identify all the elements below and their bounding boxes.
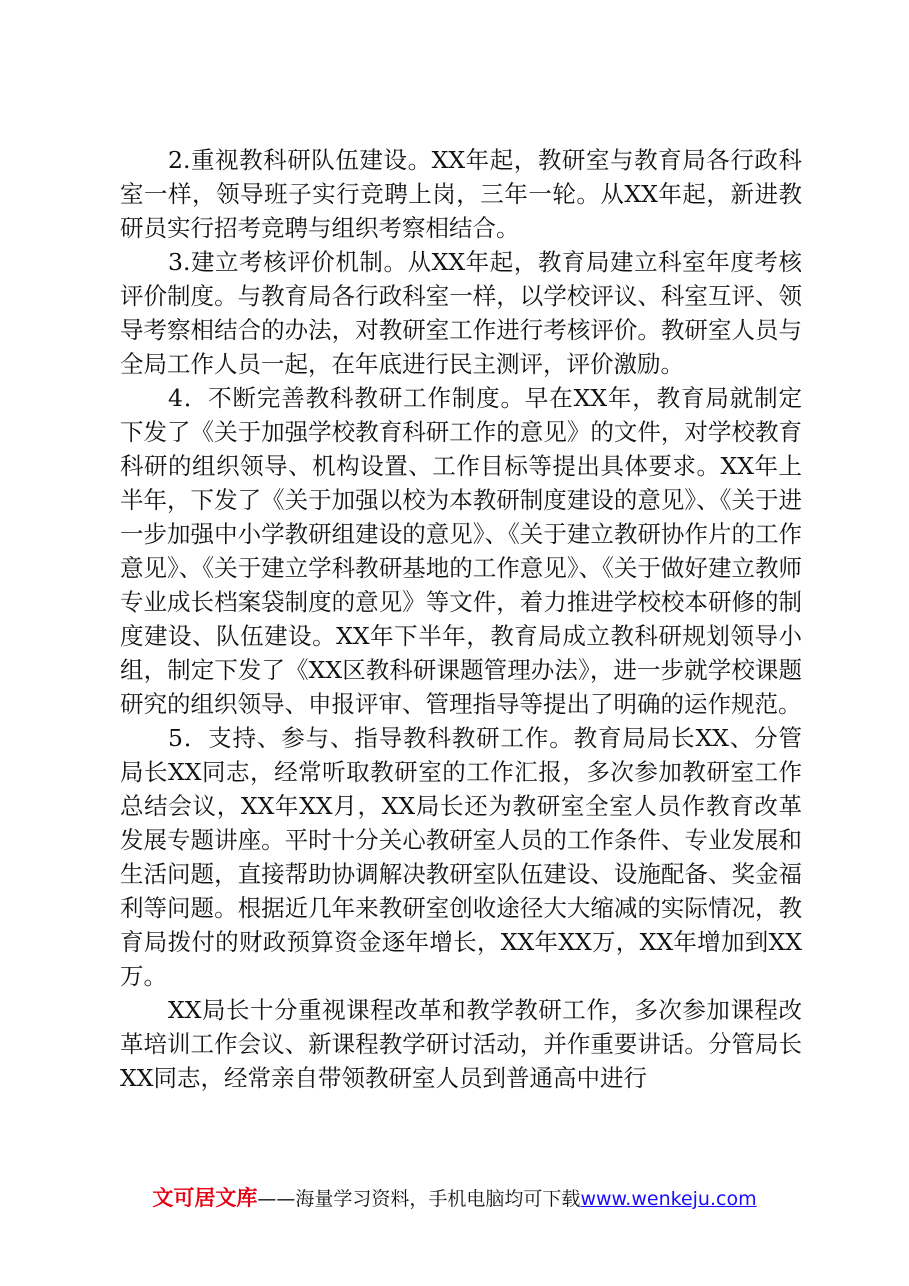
footer-brand: 文可居文库 (152, 1186, 258, 1210)
paragraph-6: XX局长十分重视课程改革和教学教研工作，多次参加课程改革培训工作会议、新课程教学研讨活动，并作重要讲话。分管局长XX同志，经常亲自带领教研室人员到普通高中进行 (120, 996, 802, 1092)
document-body (120, 143, 802, 1095)
footer-link[interactable]: www.wenkeju.com (580, 1188, 757, 1210)
footer-banner (0, 1182, 909, 1212)
footer-tagline: ——海量学习资料，手机电脑均可下载 (257, 1188, 581, 1210)
paragraph-3: 3.建立考核评价机制。从XX年起，教育局建立科室年度考核评价制度。与教育局各行政科室一样，以学校评议、科室互评、领导考察相结合的办法，对教研室工作进行考核评价。教研室人员与全局工作人员一起，在年底进行民主测评，评价激励。 (120, 248, 802, 378)
paragraph-5: 5．支持、参与、指导教科教研工作。教育局局长XX、分管局长XX同志，经常听取教研室的工作汇报，多次参加教研室工作总结会议，XX年XX月，XX局长还为教研室全室人员作教育改革发展专题讲座。平时十分关心教研室人员的工作条件、专业发展和生活问题，直接帮助协调解决教研室队伍建设、设施配备、奖金福利等问题。根据近几年来教研室创收途径大大缩减的实际情况，教育局拨付的财政预算资金逐年增长，XX年XX万，XX年增加到XX万。 (120, 724, 802, 990)
paragraph-4: 4．不断完善教科教研工作制度。早在XX年，教育局就制定下发了《关于加强学校教育科研工作的意见》的文件，对学校教育科研的组织领导、机构设置、工作目标等提出具体要求。XX年上半年，下发了《关于加强以校为本教研制度建设的意见》、《关于进一步加强中小学教研组建设的意见》、《关于建立教研协作片的工作意见》、《关于建立学科教研基地的工作意见》、《关于做好建立教师专业成长档案袋制度的意见》等文件，着力推进学校校本研修的制度建设、队伍建设。XX年下半年，教育局成立教科研规划领导小组，制定下发了《XX区教科研课题管理办法》，进一步就学校课题研究的组织领导、申报评审、管理指导等提出了明确的运作规范。 (120, 384, 802, 718)
paragraph-2: 2.重视教科研队伍建设。XX年起，教研室与教育局各行政科室一样，领导班子实行竞聘上岗，三年一轮。从XX年起，新进教研员实行招考竞聘与组织考察相结合。 (120, 146, 802, 242)
